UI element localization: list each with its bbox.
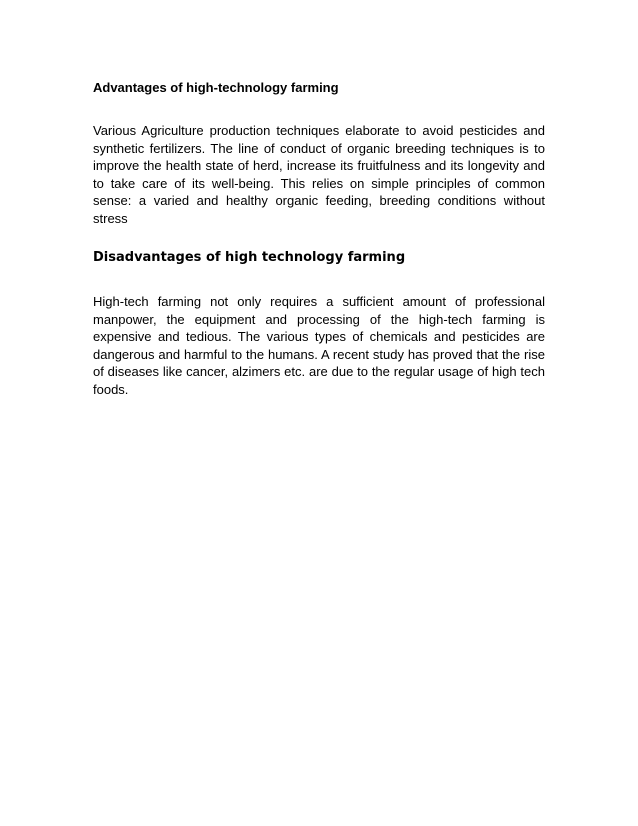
disadvantages-heading: Disadvantages of high technology farming <box>93 250 406 265</box>
advantages-heading: Advantages of high-technology farming <box>93 80 339 95</box>
advantages-paragraph: Various Agriculture production techniques elaborate to avoid pesticides and synthetic fertilizers. The line of conduct of organic breeding techniques is to improve the health state of herd, increase its fruitfulness and its longevity and to take care of its well-being. This relies on simple principles of common sense: a varied and healthy organic feeding, breeding conditions without stress <box>93 123 545 226</box>
disadvantages-section <box>93 250 545 399</box>
disadvantages-paragraph: High-tech farming not only requires a sufficient amount of professional manpower, the equipment and processing of the high-tech farming is expensive and tedious. The various types of chemicals and pesticides are dangerous and harmful to the humans. A recent study has proved that the rise of diseases like cancer, alzimers etc. are due to the regular usage of high tech foods. <box>93 294 545 397</box>
advantages-section <box>93 80 545 228</box>
